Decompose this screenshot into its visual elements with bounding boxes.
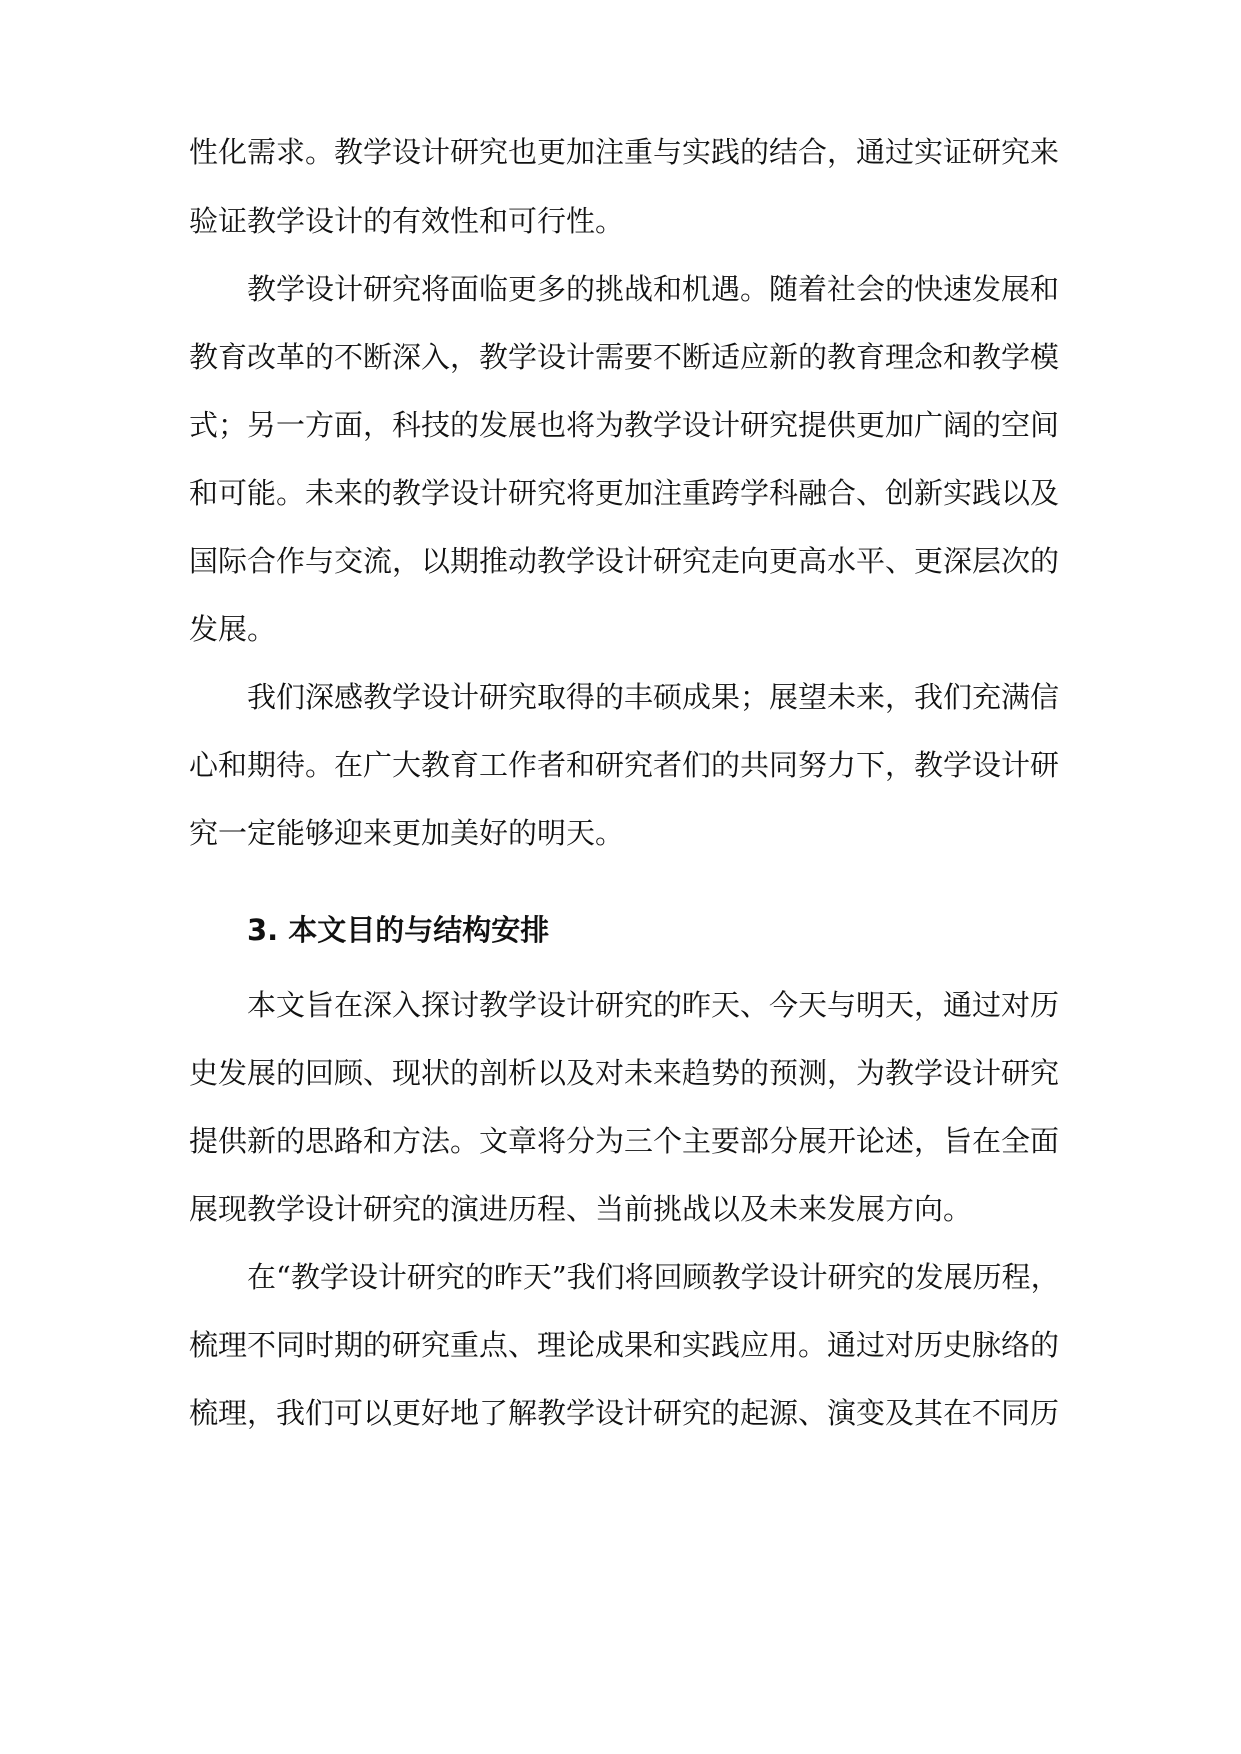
paragraph-line: 和可能。未来的教学设计研究将更加注重跨学科融合、创新实践以及 [189,476,1060,510]
paragraph-line: 教学设计研究将面临更多的挑战和机遇。随着社会的快速发展和 [247,272,1060,306]
paragraph-line: 心和期待。在广大教育工作者和研究者们的共同努力下，教学设计研 [189,748,1060,782]
paragraph-line: 梳理不同时期的研究重点、理论成果和实践应用。通过对历史脉络的 [189,1328,1060,1362]
paragraph-line: 式；另一方面，科技的发展也将为教学设计研究提供更加广阔的空间 [189,408,1060,442]
section-heading: 3. 本文目的与结构安排 [247,913,550,947]
paragraph-line: 提供新的思路和方法。文章将分为三个主要部分展开论述，旨在全面 [189,1124,1060,1158]
paragraph-line: 验证教学设计的有效性和可行性。 [189,204,625,238]
paragraph-line: 梳理，我们可以更好地了解教学设计研究的起源、演变及其在不同历 [189,1396,1060,1430]
paragraph-line: 史发展的回顾、现状的剖析以及对未来趋势的预测，为教学设计研究 [189,1056,1060,1090]
paragraph-line: 展现教学设计研究的演进历程、当前挑战以及未来发展方向。 [189,1192,973,1226]
paragraph-line: 在“教学设计研究的昨天”我们将回顾教学设计研究的发展历程， [247,1260,1060,1294]
paragraph-line: 本文旨在深入探讨教学设计研究的昨天、今天与明天，通过对历 [247,988,1060,1022]
paragraph-line: 教育改革的不断深入，教学设计需要不断适应新的教育理念和教学模 [189,340,1060,374]
paragraph-line: 性化需求。教学设计研究也更加注重与实践的结合，通过实证研究来 [189,135,1060,169]
paragraph-line: 发展。 [189,612,277,646]
paragraph-line: 国际合作与交流，以期推动教学设计研究走向更高水平、更深层次的 [189,544,1060,578]
paragraph-line: 我们深感教学设计研究取得的丰硕成果；展望未来，我们充满信 [247,680,1060,714]
paragraph-line: 究一定能够迎来更加美好的明天。 [189,816,625,850]
